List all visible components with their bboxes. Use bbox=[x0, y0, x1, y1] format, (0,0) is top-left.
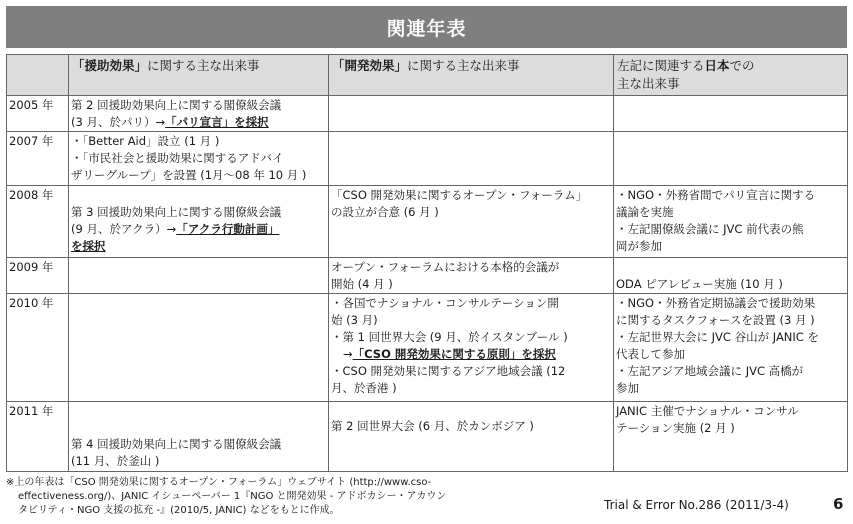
dev-cell bbox=[329, 132, 614, 186]
japan-cell: ・NGO・外務省定期協議会で援助効果 に関するタスクフォースを設置 (3 月 ) ・左記世界大会に JVC 谷山が JANIC を 代表して参加 ・左記アジア地域会議に JVC 高橋が 参加 bbox=[614, 294, 848, 402]
table-row bbox=[7, 96, 848, 132]
year-cell: 2009 年 bbox=[7, 258, 69, 294]
header-aid-effectiveness: 「援助効果」に関する主な出来事 bbox=[69, 55, 329, 96]
japan-cell bbox=[614, 132, 848, 186]
table-header-row bbox=[7, 55, 848, 96]
dev-cell: 「CSO 開発効果に関するオープン・フォーラム」 の設立が合意 (6 月 ) bbox=[329, 186, 614, 258]
aid-cell bbox=[69, 294, 329, 402]
aid-cell: 第 4 回援助効果向上に関する閣僚級会議 (11 月、於釜山 ) bbox=[69, 402, 329, 472]
table-row bbox=[7, 402, 848, 472]
year-cell: 2005 年 bbox=[7, 96, 69, 132]
japan-cell: JANIC 主催でナショナル・コンサル テーション実施 (2 月 ) bbox=[614, 402, 848, 472]
dev-cell bbox=[329, 96, 614, 132]
table-row bbox=[7, 294, 848, 402]
dev-cell: 第 2 回世界大会 (6 月、於カンボジア ) bbox=[329, 402, 614, 472]
japan-cell: ODA ピアレビュー実施 (10 月 ) bbox=[614, 258, 848, 294]
japan-cell: ・NGO・外務省間でパリ宣言に関する 議論を実施 ・左記閣僚級会議に JVC 前代表の熊 岡が参加 bbox=[614, 186, 848, 258]
year-cell: 2008 年 bbox=[7, 186, 69, 258]
page-number: 6 bbox=[833, 495, 844, 513]
chronology-table bbox=[6, 54, 848, 472]
dev-cell: オープン・フォーラムにおける本格的会議が 開始 (4 月 ) bbox=[329, 258, 614, 294]
aid-cell bbox=[69, 258, 329, 294]
header-year bbox=[7, 55, 69, 96]
header-development-effectiveness: 「開発効果」に関する主な出来事 bbox=[329, 55, 614, 96]
japan-cell bbox=[614, 96, 848, 132]
chronology-title: 関連年表 bbox=[6, 6, 847, 48]
aid-cell: 第 2 回援助効果向上に関する閣僚級会議 (3 月、於パリ）→「パリ宣言」を採択 bbox=[69, 96, 329, 132]
aid-cell: ・「Better Aid」設立 (1 月 ) ・「市民社会と援助効果に関するアドバイ ザリーグループ」を設置 (1月～08 年 10 月 ) bbox=[69, 132, 329, 186]
table-row bbox=[7, 132, 848, 186]
dev-cell: ・各国でナショナル・コンサルテーション開 始 (3 月) ・第 1 回世界大会 (9 月、於イスタンブール ) →「CSO 開発効果に関する原則」を採択 ・CSO 開発効果に関するアジア地域会議 (12 月、於香港 ) bbox=[329, 294, 614, 402]
aid-cell: 第 3 回援助効果向上に関する閣僚級会議 (9 月、於アクラ）→「アクラ行動計画」 を採択 bbox=[69, 186, 329, 258]
journal-issue: Trial & Error No.286 (2011/3-4) bbox=[604, 498, 789, 512]
source-footnote: ※上の年表は「CSO 開発効果に関するオープン・フォーラム」ウェブサイト (http://www.cso- effectiveness.org/)、JANIC イシューペーパー 1『NGO と開発効果 - アドボカシー・アカウン タビリティ・NGO 支援の拡充 -』(2010/5, JANIC) などをもとに作成。 bbox=[6, 477, 447, 516]
year-cell: 2010 年 bbox=[7, 294, 69, 402]
year-cell: 2007 年 bbox=[7, 132, 69, 186]
table-row bbox=[7, 258, 848, 294]
header-japan-events: 左記に関連する日本での 主な出来事 bbox=[614, 55, 848, 96]
year-cell: 2011 年 bbox=[7, 402, 69, 472]
table-row bbox=[7, 186, 848, 258]
